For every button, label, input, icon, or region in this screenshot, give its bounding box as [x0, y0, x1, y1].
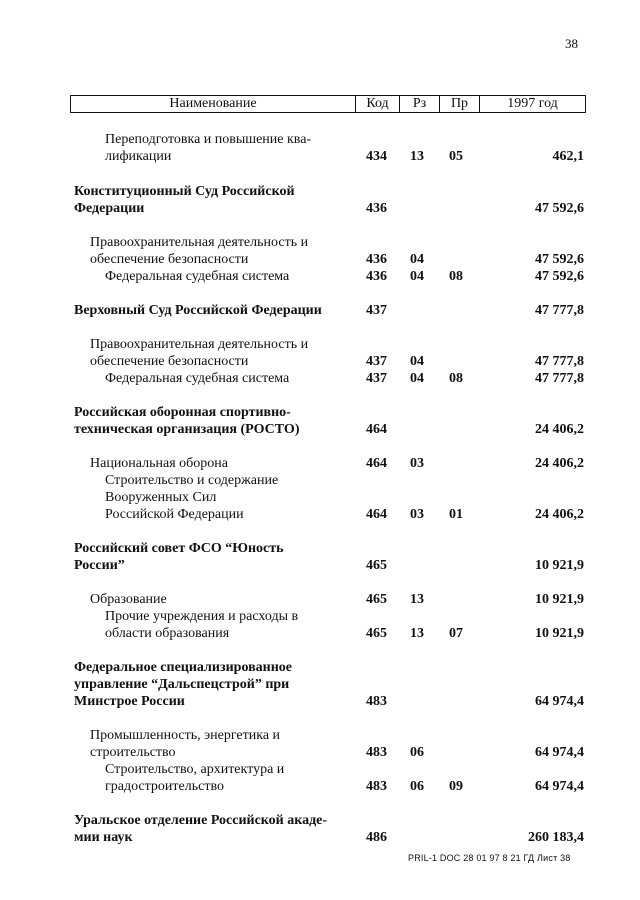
row-name-line: Промышленность, энергетика и	[90, 728, 281, 743]
row-amount: 24 406,2	[535, 456, 584, 471]
row-name-line: Переподготовка и повышение ква-	[105, 132, 312, 147]
row-pr: 09	[449, 779, 463, 794]
header-year: 1997 год	[479, 96, 585, 112]
row-name-line: техническая организация (РОСТО)	[74, 422, 300, 437]
row-amount: 260 183,4	[528, 830, 584, 845]
row-amount: 24 406,2	[535, 507, 584, 522]
row-code: 464	[366, 422, 387, 437]
row-rz: 04	[410, 354, 424, 369]
row-name-line: Федеральная судебная система	[105, 371, 290, 386]
row-amount: 64 974,4	[535, 745, 584, 760]
row-name-line: Национальная оборона	[90, 456, 228, 471]
row-name-line: Федерации	[74, 201, 145, 216]
row-code: 483	[366, 745, 387, 760]
row-name-line: Правоохранительная деятельность и	[90, 235, 309, 250]
row-rz: 03	[410, 507, 424, 522]
row-rz: 13	[410, 149, 424, 164]
row-name-line: Верховный Суд Российской Федерации	[74, 303, 322, 318]
row-amount: 10 921,9	[535, 626, 584, 641]
row-rz: 03	[410, 456, 424, 471]
row-amount: 64 974,4	[535, 779, 584, 794]
row-code: 464	[366, 456, 387, 471]
row-name-line: Федеральная судебная система	[105, 269, 290, 284]
row-code: 465	[366, 558, 387, 573]
row-name-line: Правоохранительная деятельность и	[90, 337, 309, 352]
row-code: 483	[366, 779, 387, 794]
row-name-line: Российская оборонная спортивно-	[74, 405, 291, 420]
row-name-line: градостроительство	[105, 779, 224, 794]
row-name-line: России”	[74, 558, 125, 573]
row-code: 436	[366, 269, 387, 284]
row-amount: 47 592,6	[535, 252, 584, 267]
row-name-line: Российский совет ФСО “Юность	[74, 541, 284, 556]
row-name-line: Строительство и содержание	[105, 473, 279, 488]
row-pr: 01	[449, 507, 463, 522]
row-amount: 47 777,8	[535, 354, 584, 369]
row-pr: 08	[449, 269, 463, 284]
row-code: 436	[366, 252, 387, 267]
row-rz: 06	[410, 779, 424, 794]
row-name-line: Строительство, архитектура и	[105, 762, 285, 777]
table-header	[70, 95, 586, 113]
row-pr: 05	[449, 149, 463, 164]
row-amount: 24 406,2	[535, 422, 584, 437]
row-name-line: обеспечение безопасности	[90, 354, 249, 369]
row-name-line: области образования	[105, 626, 230, 641]
row-name-line: управление “Дальспецстрой” при	[74, 677, 290, 692]
row-amount: 47 777,8	[535, 371, 584, 386]
row-name-line: строительство	[90, 745, 176, 760]
row-name-line: Вооруженных Сил	[105, 490, 217, 505]
row-name-line: Федеральное специализированное	[74, 660, 293, 675]
row-pr: 08	[449, 371, 463, 386]
row-rz: 04	[410, 269, 424, 284]
page-number: 38	[565, 36, 578, 51]
row-code: 464	[366, 507, 387, 522]
row-code: 436	[366, 201, 387, 216]
row-rz: 04	[410, 252, 424, 267]
row-amount: 64 974,4	[535, 694, 584, 709]
header-pr: Пр	[439, 96, 479, 112]
row-code: 465	[366, 626, 387, 641]
row-code: 486	[366, 830, 387, 845]
row-code: 465	[366, 592, 387, 607]
row-code: 437	[366, 371, 387, 386]
row-name-line: лификации	[105, 149, 172, 164]
row-amount: 462,1	[552, 149, 584, 164]
header-rz: Рз	[399, 96, 439, 112]
header-code: Код	[355, 96, 399, 112]
row-amount: 47 592,6	[535, 269, 584, 284]
row-name-line: Конституционный Суд Российской	[74, 184, 295, 199]
row-name-line: Российской Федерации	[105, 507, 244, 522]
row-rz: 04	[410, 371, 424, 386]
row-name-line: Минстрое России	[74, 694, 185, 709]
row-code: 483	[366, 694, 387, 709]
row-pr: 07	[449, 626, 463, 641]
row-code: 437	[366, 303, 387, 318]
row-amount: 47 592,6	[535, 201, 584, 216]
row-code: 434	[366, 149, 387, 164]
row-name-line: Прочие учреждения и расходы в	[105, 609, 299, 624]
row-rz: 13	[410, 626, 424, 641]
row-name-line: Образование	[90, 592, 167, 607]
row-amount: 10 921,9	[535, 558, 584, 573]
row-name-line: мии наук	[74, 830, 133, 845]
row-rz: 06	[410, 745, 424, 760]
document-footer: PRIL-1 DOC 28 01 97 8 21 ГД Лист 38	[408, 853, 571, 863]
row-code: 437	[366, 354, 387, 369]
row-name-line: обеспечение безопасности	[90, 252, 249, 267]
row-rz: 13	[410, 592, 424, 607]
row-amount: 10 921,9	[535, 592, 584, 607]
row-name-line: Уральское отделение Российской акаде-	[74, 813, 328, 828]
row-amount: 47 777,8	[535, 303, 584, 318]
header-name: Наименование	[169, 96, 257, 111]
